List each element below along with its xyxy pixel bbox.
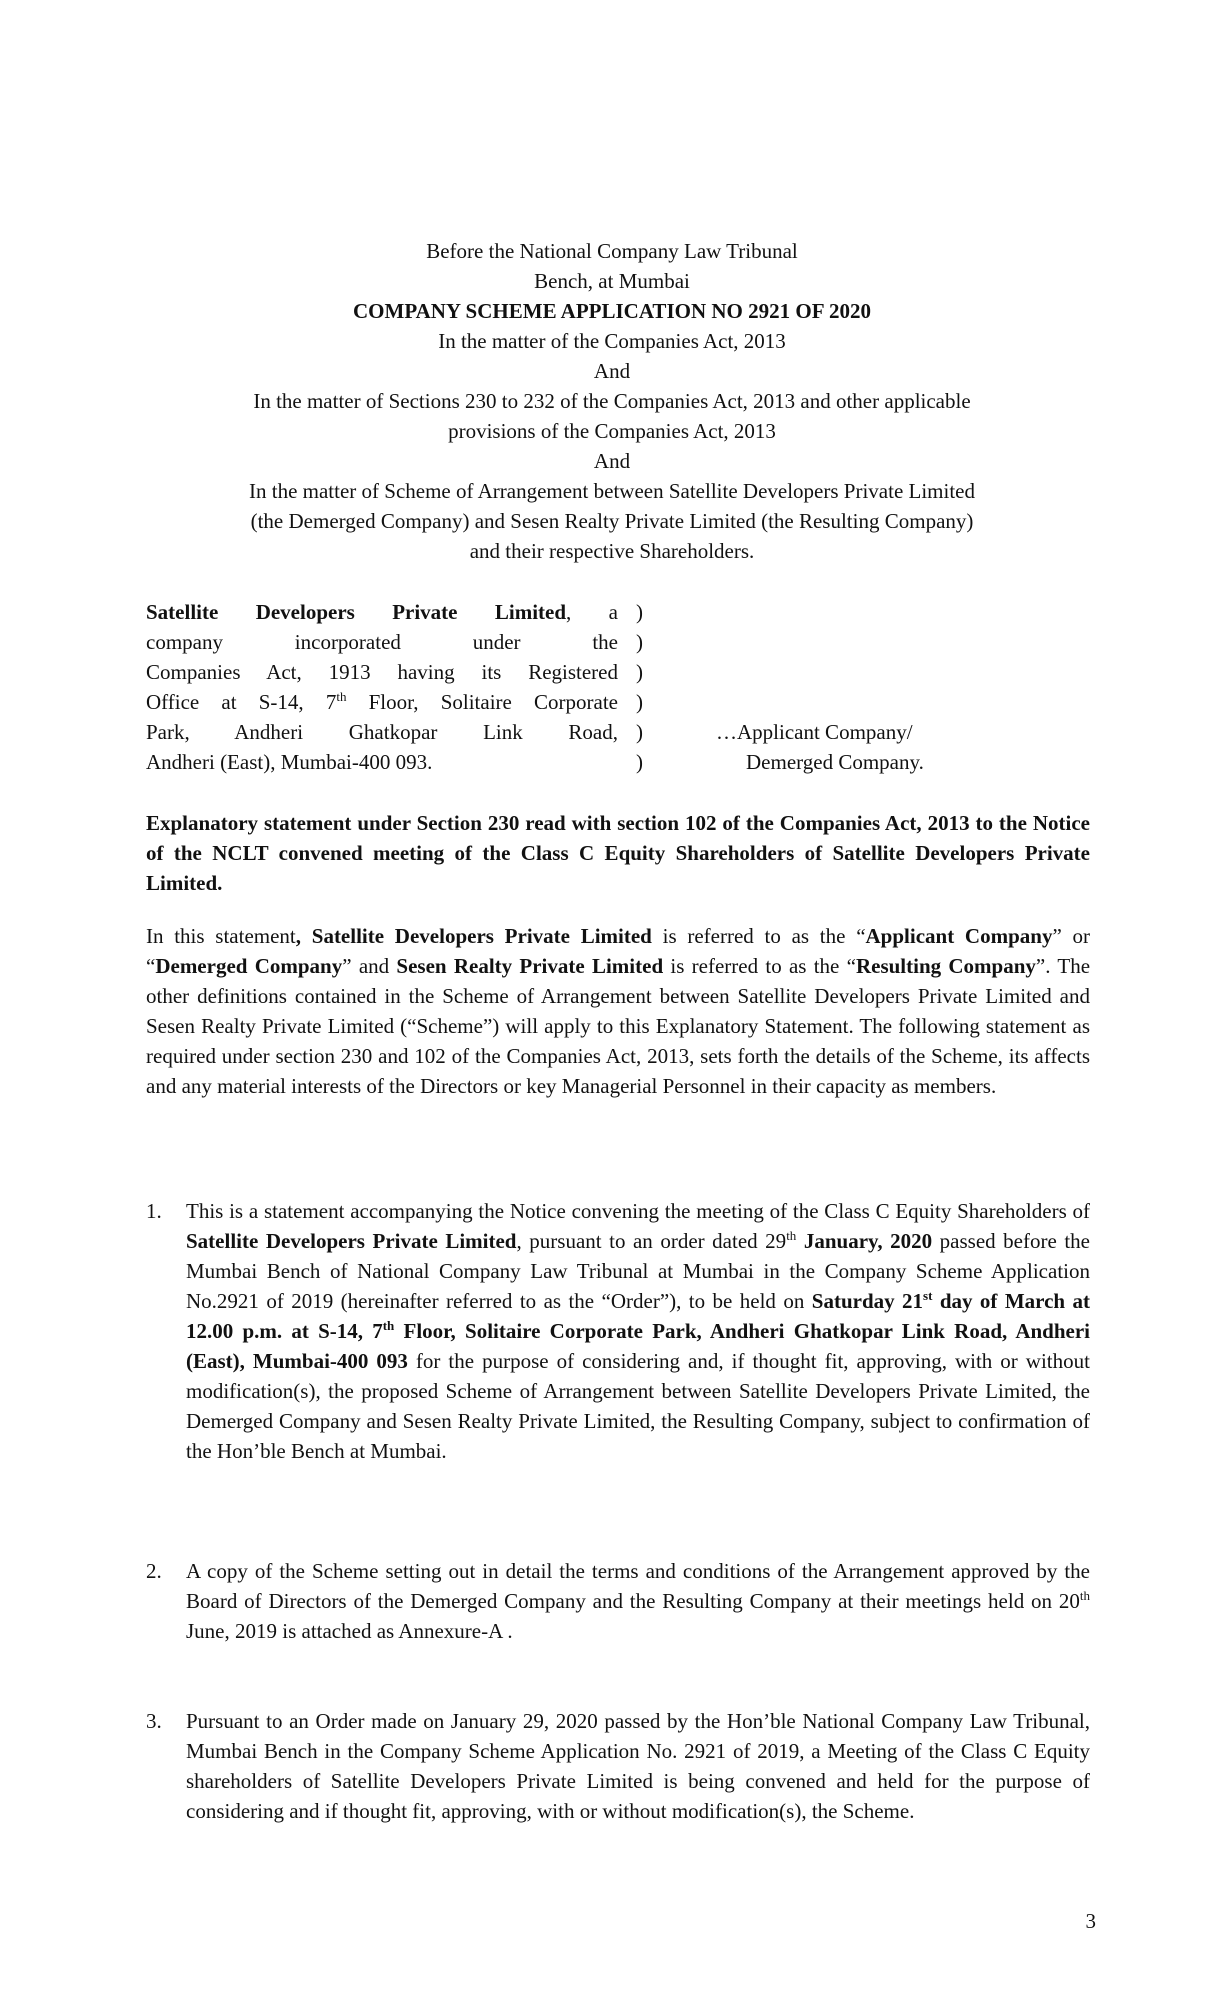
and-separator-1: And [593,359,631,383]
bold-run: Floor, Solitaire Corporate Park, Andheri Ghatkopar Link Road, Andheri (East), Mumbai-400 093 [186,1319,1091,1373]
party-text: , a [566,600,618,624]
text-run: passed before the Mumbai Bench of National Company Law Tribunal at Mumbai in the Company Scheme Application No.2921 of 2019 (hereinafter referred to as the “Order”), to be held on [186,1229,1090,1313]
matter-line-2: In the matter of Sections 230 to 232 of the Companies Act, 2013 and other applicable [253,389,971,413]
bracket: ) [636,690,643,714]
parties-block [146,597,986,777]
text-run: is referred to as the “ [663,954,856,978]
text-run: A copy of the Scheme setting out in detail the terms and conditions of the Arrangement approved by the Board of Directors of the Demerged Company and the Resulting Company at their meetings held on 20 [186,1559,1090,1613]
bracket: ) [636,720,643,744]
matter-line-3: In the matter of Scheme of Arrangement between Satellite Developers Private Limited [249,479,975,503]
tribunal-line: Before the National Company Law Tribunal [426,239,798,263]
matter-line-1: In the matter of the Companies Act, 2013 [438,329,786,353]
bold-run: day of March at 12.00 p.m. at S-14, 7 [186,1289,1090,1343]
text-run: ”. The other definitions contained in the Scheme of Arrangement between Satellite Developers Private Limited and Sesen Realty Private Limited (“Scheme”) will apply to this Explanatory Statement. The following statement as required under section 230 and 102 of the Companies Act, 2013, sets forth the details of the Scheme, its affects and any material interests of the Directors or key Managerial Personnel in their capacity as members. [146,954,1091,1098]
party-row [146,717,986,747]
paragraph-number: 3. [146,1709,162,1733]
party-row [146,597,986,627]
case-header [150,236,1074,566]
page-number: 3 [1085,1909,1096,1933]
paragraph-text [186,1556,1090,1646]
party-description: company incorporated under the [146,630,618,654]
bold-run: January, 2020 [796,1229,933,1253]
ordinal-suffix: st [923,1288,933,1303]
party-text: Floor, Solitaire Corporate [346,690,618,714]
paragraph-number: 1. [146,1199,162,1223]
party-row [146,687,986,717]
paragraph-text [186,1196,1090,1466]
ordinal-suffix: th [1079,1588,1090,1603]
numbered-paragraph-1 [146,1196,1090,1466]
text-run: , pursuant to an order dated 29 [516,1229,787,1253]
party-text: Office at S-14, 7 [146,690,337,714]
party-description [146,687,618,717]
party-description: Andheri (East), Mumbai-400 093. [146,750,433,774]
and-separator-2: And [593,449,631,473]
intro-paragraph [146,921,1090,1101]
text-run: This is a statement accompanying the Notice convening the meeting of the Class C Equity Shareholders of [186,1199,1090,1223]
bold-run: Applicant Company [865,924,1053,948]
bench-line: Bench, at Mumbai [534,269,690,293]
bold-run: Demerged Company [155,954,343,978]
bold-run: Resulting Company [855,954,1036,978]
ordinal-suffix: th [382,1318,395,1333]
party-description: Companies Act, 1913 having its Registered [146,660,618,684]
party-row [146,747,986,777]
paragraph-number: 2. [146,1559,162,1583]
applicant-name: Satellite Developers Private Limited [146,600,567,624]
bracket: ) [636,750,643,774]
ordinal-suffix: th [336,689,347,704]
bracket: ) [636,660,643,684]
text-run: is referred to as the “ [651,924,866,948]
bold-run: Sesen Realty Private Limited [396,954,664,978]
bold-run: Satellite Developers Private Limited [186,1229,517,1253]
text-run: ” and [342,954,397,978]
text-run: for the purpose of considering and, if thought fit, approving, with or without modification(s), the proposed Scheme of Arrangement between Satellite Developers Private Limited, the Demerged Company and Sesen Realty Private Limited, the Resulting Company, subject to confirmation of the Hon’ble Bench at Mumbai. [186,1349,1090,1463]
matter-line-3-cont: (the Demerged Company) and Sesen Realty Private Limited (the Resulting Company) [250,509,974,533]
matter-line-3-end: and their respective Shareholders. [469,539,755,563]
party-row [146,627,986,657]
text-run: In this statement [146,924,296,948]
party-description: Park, Andheri Ghatkopar Link Road, [146,720,618,744]
party-row [146,657,986,687]
ordinal-suffix: th [786,1228,797,1243]
application-title: COMPANY SCHEME APPLICATION NO 2921 OF 2020 [353,299,871,323]
party-role-line-2: Demerged Company. [746,750,924,774]
explanatory-statement-title: Explanatory statement under Section 230 read with section 102 of the Companies Act, 2013 to the Notice of the NCLT convened meeting of the Class C Equity Shareholders of Satellite Developers Private Limited. [146,811,1090,895]
text-run: ” or “ [146,924,1090,978]
numbered-paragraph-3 [146,1706,1090,1826]
matter-line-2-cont: provisions of the Companies Act, 2013 [448,419,776,443]
party-role-line-1: …Applicant Company/ [716,720,913,744]
paragraph-text: Pursuant to an Order made on January 29, 2020 passed by the Hon’ble National Company Law Tribunal, Mumbai Bench in the Company Scheme Application No. 2921 of 2019, a Meeting of the Class C Equity shareholders of Satellite Developers Private Limited is being convened and held for the purpose of considering and if thought fit, approving, with or without modification(s), the Scheme. [186,1709,1090,1823]
bold-run: , Satellite Developers Private Limited [295,924,652,948]
numbered-paragraph-2 [146,1556,1090,1646]
party-description [146,597,618,627]
bracket: ) [636,630,643,654]
bracket: ) [636,600,643,624]
bold-run: Saturday 21 [811,1289,924,1313]
text-run: June, 2019 is attached as Annexure-A . [186,1619,513,1643]
